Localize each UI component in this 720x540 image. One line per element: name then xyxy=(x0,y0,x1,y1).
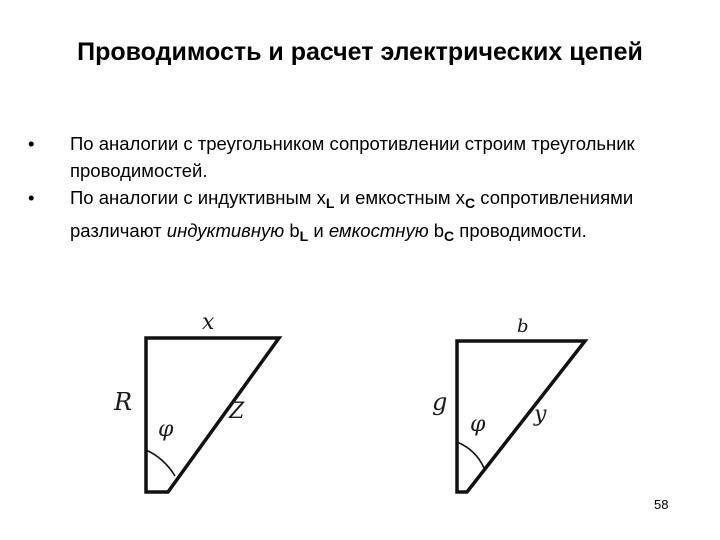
label-b: b xyxy=(517,316,529,337)
label-phi: φ xyxy=(470,412,486,437)
label-g: g xyxy=(432,388,448,416)
bullet-text-part: и xyxy=(308,220,329,241)
page-number: 58 xyxy=(654,497,669,512)
bullet-text-part: b xyxy=(428,220,445,241)
label-phi: φ xyxy=(158,417,174,442)
bullet-marker: • xyxy=(28,133,35,154)
subscript: L xyxy=(299,228,309,244)
italic-term: индуктивную xyxy=(166,220,285,241)
subscript: L xyxy=(325,195,335,211)
label-x: x xyxy=(202,310,215,335)
label-Z: Z xyxy=(229,399,245,424)
label-R: R xyxy=(114,388,133,416)
bullet-text-part: проводимости. xyxy=(454,220,587,241)
subscript: C xyxy=(465,195,476,211)
bullet-text-part: сопротивлениями различают xyxy=(70,187,634,241)
slide-title: Проводимость и расчет электрических цепей xyxy=(77,38,643,66)
resistance-triangle xyxy=(113,310,279,492)
subscript: C xyxy=(444,228,455,244)
italic-term: емкостную xyxy=(328,220,429,241)
bullet-text: По аналогии с треугольником сопротивлении строим треугольник проводимостей. xyxy=(70,133,635,181)
angle-arc xyxy=(146,450,175,476)
bullet-text-part: b xyxy=(284,220,300,241)
bullet-marker: • xyxy=(28,187,35,208)
conductance-triangle xyxy=(432,316,585,492)
bullet-text-part: По аналогии с индуктивным x xyxy=(70,187,326,208)
label-y: y xyxy=(534,402,547,427)
bullet-text-part: и емкостным x xyxy=(334,187,466,208)
angle-arc xyxy=(457,442,484,468)
